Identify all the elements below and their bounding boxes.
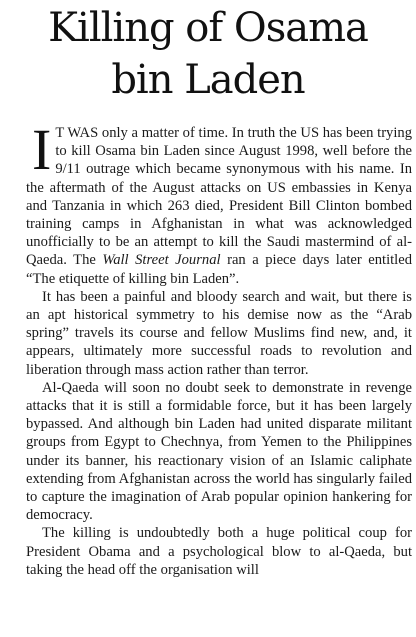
article-body [26, 117, 413, 579]
paragraph-1 [26, 117, 413, 288]
headline-line-1: Killing of Osama [48, 5, 368, 51]
paragraph-3: Al-Qaeda will soon no doubt seek to demonstrate in revenge attacks that it is still a formidable force, but it has been largely bypassed. And although bin Laden had united disparate militant groups from Egypt to Chechnya, from Yemen to the Philippines under its banner, his reactionary vision of an Islamic caliphate extending from Afghanistan across the world has singularly failed to capture the imagination of Arab popular opinion hankering for democracy. [26, 379, 412, 524]
paragraph-1-start: T WAS only a matter of time. In truth the US has been trying to kill Osama bin Laden since August 1998, well before the 9/11 outrage which became synonymous with his name. In the aftermath of the August attacks on US embassies in Kenya and Tanzania in which 263 died, President Bill Clinton bombed training camps in Afghanistan in what was acknowledged unofficially to be an attempt to kill the Saudi mastermind of al-Qaeda. The [26, 125, 412, 269]
paragraph-4: The killing is undoubtedly both a huge political coup for President Obama and a psychological blow to al-Qaeda, but taking the head off the organisation will [26, 525, 412, 578]
drop-cap: I [32, 117, 52, 182]
headline [0, 2, 416, 106]
headline-line-2: bin Laden [111, 57, 305, 103]
paragraph-1-end: ran a piece days later entitled “The etiquette of killing bin Laden”. [26, 252, 413, 287]
paragraph-2: It has been a painful and bloody search and wait, but there is an apt historical symmetry to his demise now as the “Arab spring” travels its course and fellow Muslims find new, and, it appears, ultimately more successful roads to revolution and liberation through mass action rather than terror. [26, 288, 412, 378]
publication-name: Wall Street Journal [102, 252, 221, 269]
